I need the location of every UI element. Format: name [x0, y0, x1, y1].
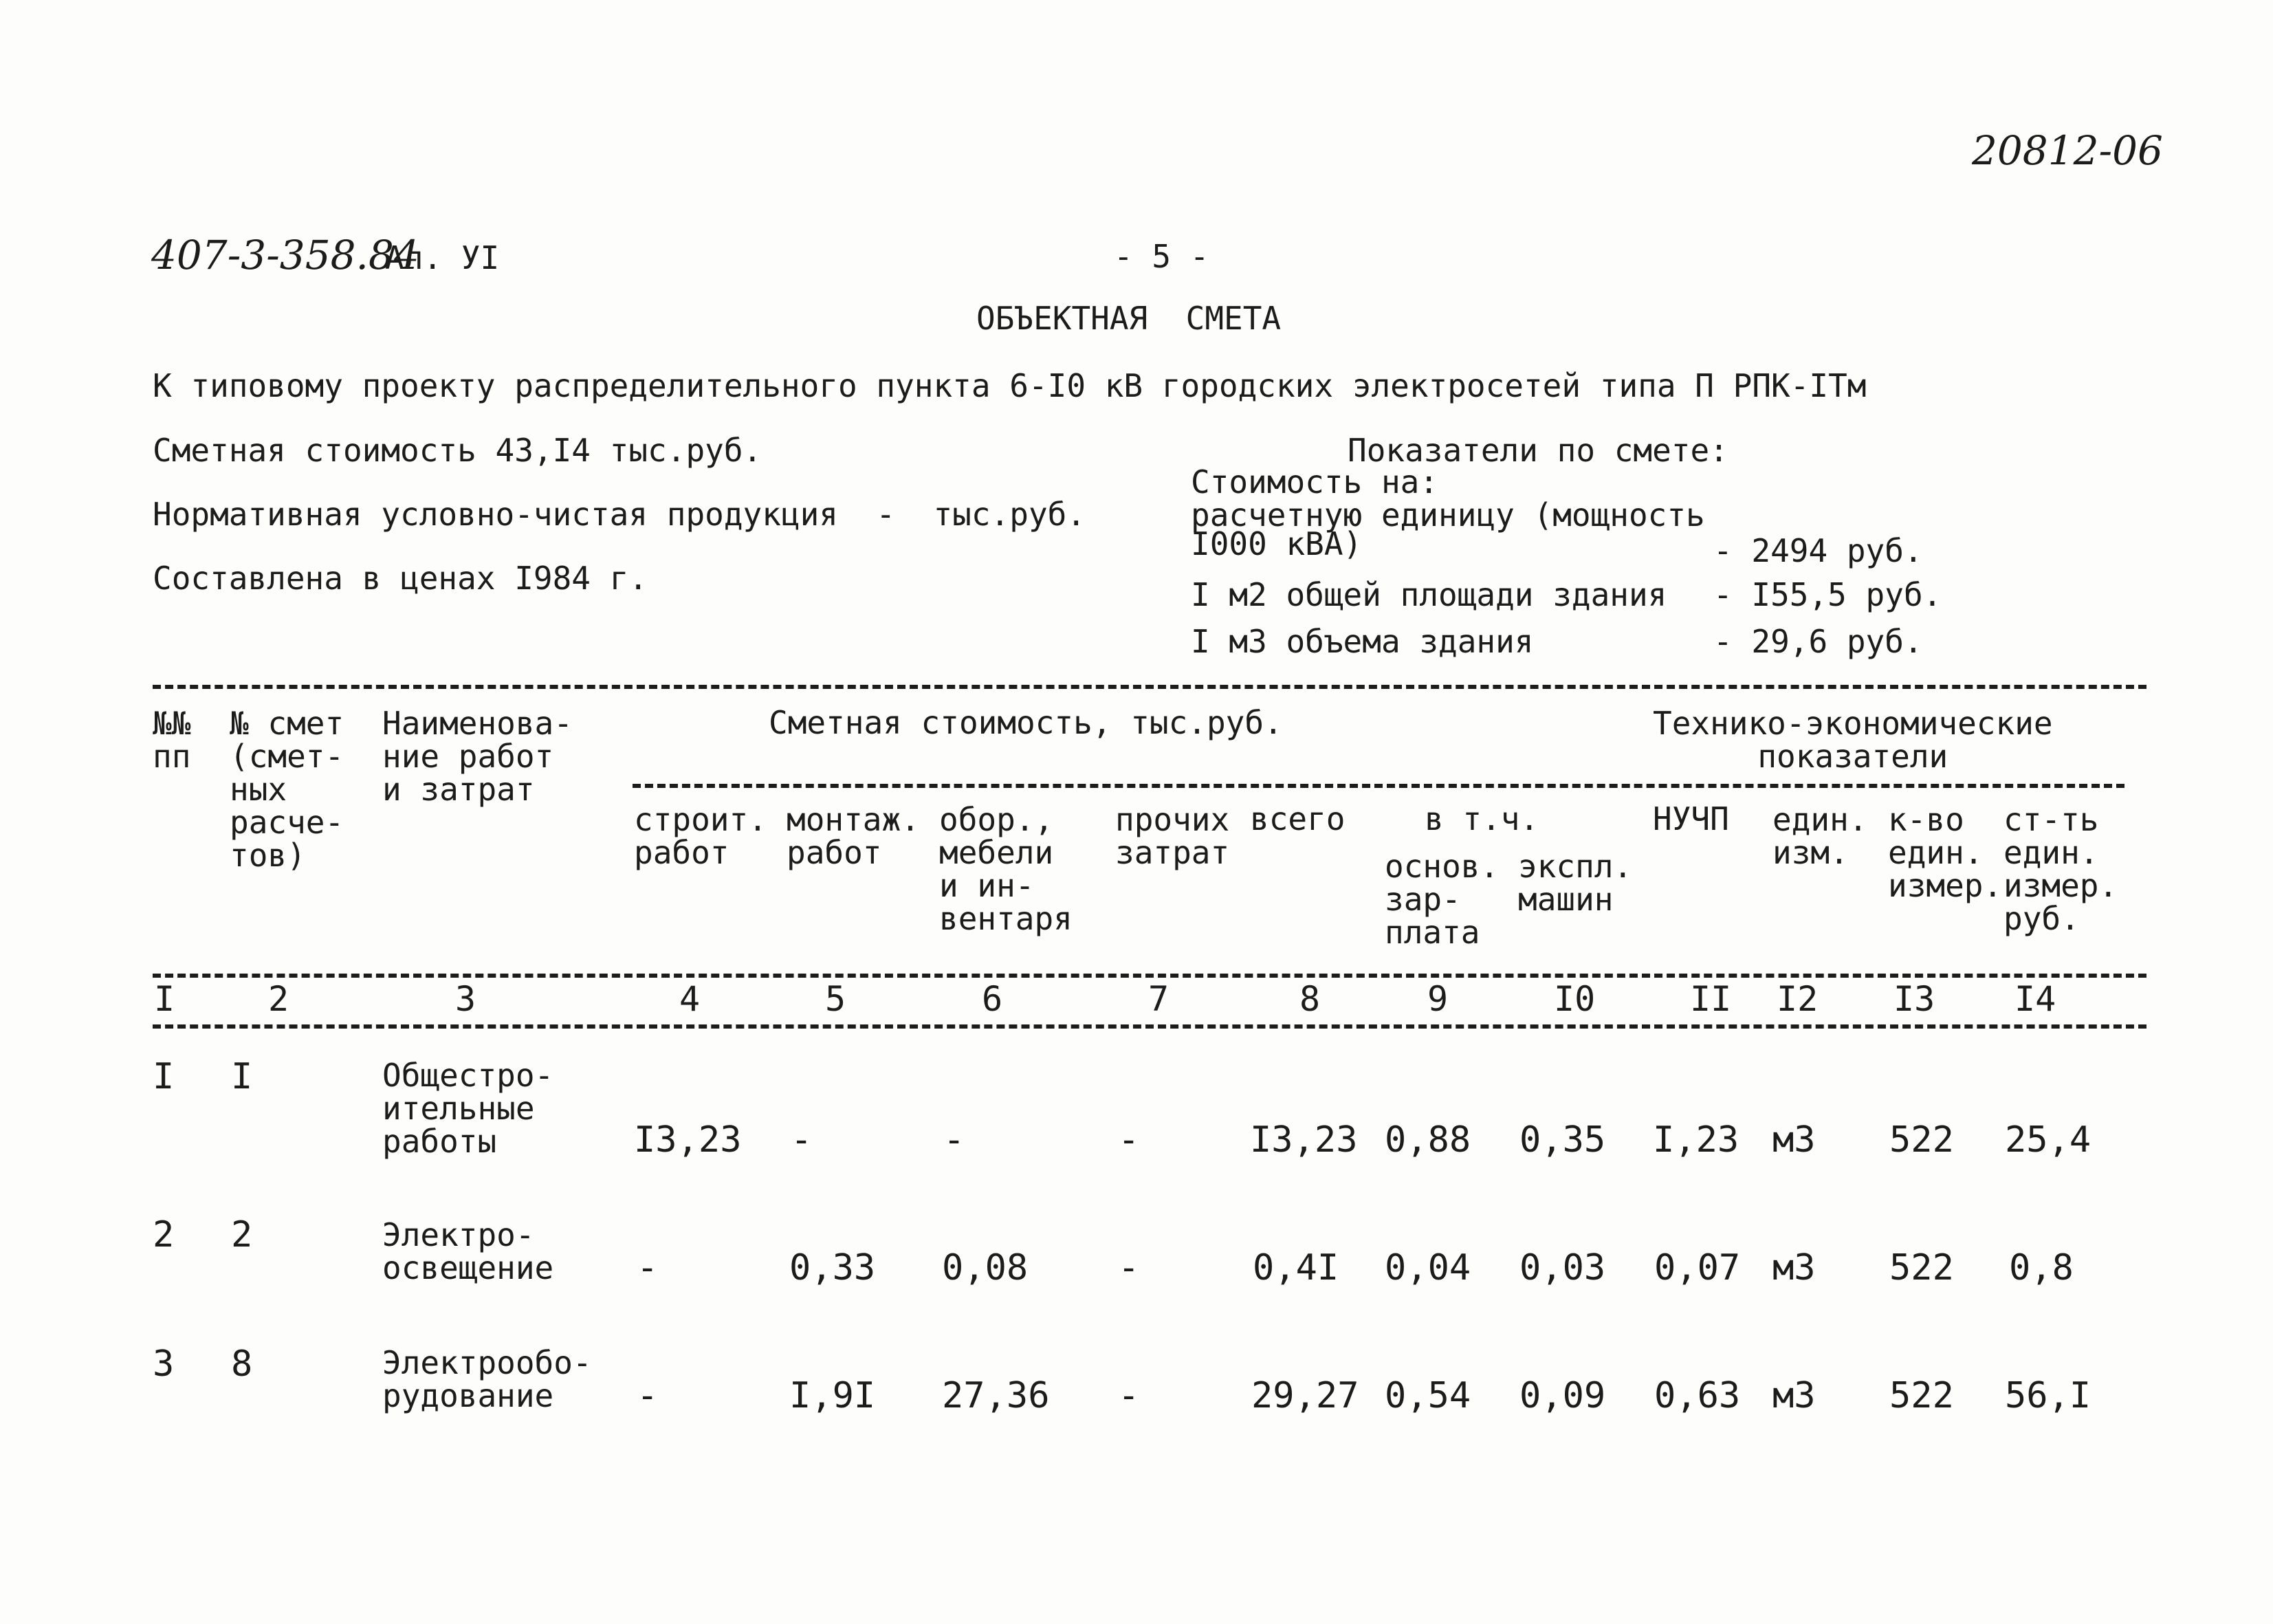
column-number: 4 [679, 979, 701, 1019]
header-col-no: №№ пп [153, 705, 191, 775]
row-wages: 0,54 [1385, 1375, 1471, 1416]
column-number: I0 [1554, 979, 1596, 1019]
normative-product: Нормативная условно-чистая продукция - тыс.руб. [153, 496, 1086, 533]
unit-label-line2: I000 кВА) [1191, 525, 1363, 562]
row-number: 3 [153, 1343, 175, 1385]
row-unit: м3 [1772, 1247, 1816, 1288]
column-number: 3 [455, 979, 476, 1019]
row-installation: I,9I [789, 1375, 876, 1416]
unit-value: - 2494 руб. [1713, 532, 1923, 569]
header-group-incl: в т.ч. [1425, 800, 1539, 837]
column-number: 2 [268, 979, 289, 1019]
row-estimate-no: 8 [231, 1343, 253, 1385]
row-unit-cost: 0,8 [2009, 1247, 2074, 1288]
column-number: 9 [1427, 979, 1449, 1019]
volume-label: I м3 объема здания [1191, 623, 1534, 660]
header-col-unit: един. изм. [1772, 801, 1868, 871]
row-unit-cost: 56,I [2005, 1375, 2091, 1416]
column-number: 8 [1299, 979, 1321, 1019]
subheader-rule [633, 784, 2124, 788]
page-title: ОБЪЕКТНАЯ СМЕТА [976, 300, 1282, 337]
row-other: - [1118, 1119, 1140, 1161]
header-col-installation: монтаж. работ [787, 801, 920, 871]
row-machines: 0,09 [1519, 1375, 1606, 1416]
header-bottom-rule [153, 974, 2146, 978]
header-col-wages: основ. зар- плата [1385, 848, 1500, 951]
header-col-estimate: № смет (смет- ных расче- тов) [230, 705, 344, 874]
row-work-name: Электро- освещение [382, 1216, 554, 1286]
row-estimate-no: 2 [231, 1214, 253, 1255]
area-value: - I55,5 руб. [1713, 576, 1942, 613]
header-col-qty: к-во един. измер. [1888, 801, 2003, 904]
album-label: Ал. УI [385, 239, 500, 276]
column-number: 5 [825, 979, 846, 1019]
row-wages: 0,88 [1385, 1119, 1471, 1161]
volume-value: - 29,6 руб. [1713, 623, 1923, 660]
header-col-total: всего [1250, 800, 1346, 837]
header-col-other: прочих затрат [1115, 801, 1230, 871]
row-estimate-no: I [231, 1056, 253, 1097]
row-total: I3,23 [1250, 1119, 1358, 1161]
row-nuchp: 0,63 [1654, 1375, 1741, 1416]
column-number: I2 [1777, 979, 1819, 1019]
column-number: 7 [1148, 979, 1170, 1019]
row-qty: 522 [1889, 1247, 1954, 1288]
table-top-rule [153, 685, 2146, 689]
numbers-bottom-rule [153, 1024, 2146, 1029]
header-col-nuchp: НУЧП [1653, 800, 1729, 837]
header-col-name: Наименова- ние работ и затрат [382, 705, 573, 808]
header-col-unit-cost: ст-ть един. измер. руб. [2003, 801, 2118, 937]
row-number: 2 [153, 1214, 175, 1255]
row-nuchp: 0,07 [1654, 1247, 1741, 1288]
area-label: I м2 общей площади здания [1191, 576, 1667, 613]
column-number: II [1690, 979, 1732, 1019]
column-number: I3 [1893, 979, 1935, 1019]
unit-label-line1: расчетную единицу (мощность [1191, 496, 1705, 534]
row-other: - [1118, 1247, 1140, 1288]
row-machines: 0,35 [1519, 1119, 1606, 1161]
header-group-cost: Сметная стоимость, тыс.руб. [769, 704, 1283, 741]
document-code: 407-3-358.84 [151, 232, 419, 278]
row-construction: I3,23 [634, 1119, 742, 1161]
row-installation: 0,33 [789, 1247, 876, 1288]
row-construction: - [637, 1247, 659, 1288]
row-unit-cost: 25,4 [2005, 1119, 2091, 1161]
corner-code: 20812-06 [1972, 127, 2163, 174]
subtitle: К типовому проекту распределительного пункта 6-I0 кВ городских электросетей типа П РПК-IТм [153, 367, 1867, 404]
row-installation: - [791, 1119, 813, 1161]
row-construction: - [637, 1375, 659, 1416]
header-col-construction: строит. работ [634, 801, 767, 871]
row-other: - [1118, 1375, 1140, 1416]
row-equipment: 0,08 [942, 1247, 1029, 1288]
row-nuchp: I,23 [1653, 1119, 1739, 1161]
indicators-heading: Показатели по смете: [1348, 432, 1728, 469]
column-number: I4 [2014, 979, 2056, 1019]
row-equipment: - [943, 1119, 965, 1161]
row-wages: 0,04 [1385, 1247, 1471, 1288]
page-number: - 5 - [1114, 238, 1209, 275]
row-qty: 522 [1889, 1375, 1954, 1416]
estimate-cost: Сметная стоимость 43,I4 тыс.руб. [153, 432, 762, 469]
header-group-tech: Технико-экономические показатели [1653, 705, 2053, 775]
column-number: 6 [982, 979, 1003, 1019]
column-numbers-row [144, 979, 2152, 1023]
row-machines: 0,03 [1519, 1247, 1606, 1288]
header-col-machines: экспл. машин [1518, 848, 1633, 918]
row-unit: м3 [1772, 1375, 1816, 1416]
row-work-name: Электрообо- рудование [382, 1344, 592, 1414]
price-basis: Составлена в ценах I984 г. [153, 560, 648, 597]
column-number: I [154, 979, 175, 1019]
row-unit: м3 [1772, 1119, 1816, 1161]
row-number: I [153, 1056, 175, 1097]
row-equipment: 27,36 [942, 1375, 1050, 1416]
row-qty: 522 [1889, 1119, 1954, 1161]
row-work-name: Общестро- ительные работы [382, 1057, 554, 1160]
row-total: 29,27 [1251, 1375, 1359, 1416]
row-total: 0,4I [1253, 1247, 1339, 1288]
cost-per-label: Стоимость на: [1191, 463, 1439, 501]
header-col-equipment: обор., мебели и ин- вентаря [939, 801, 1073, 937]
